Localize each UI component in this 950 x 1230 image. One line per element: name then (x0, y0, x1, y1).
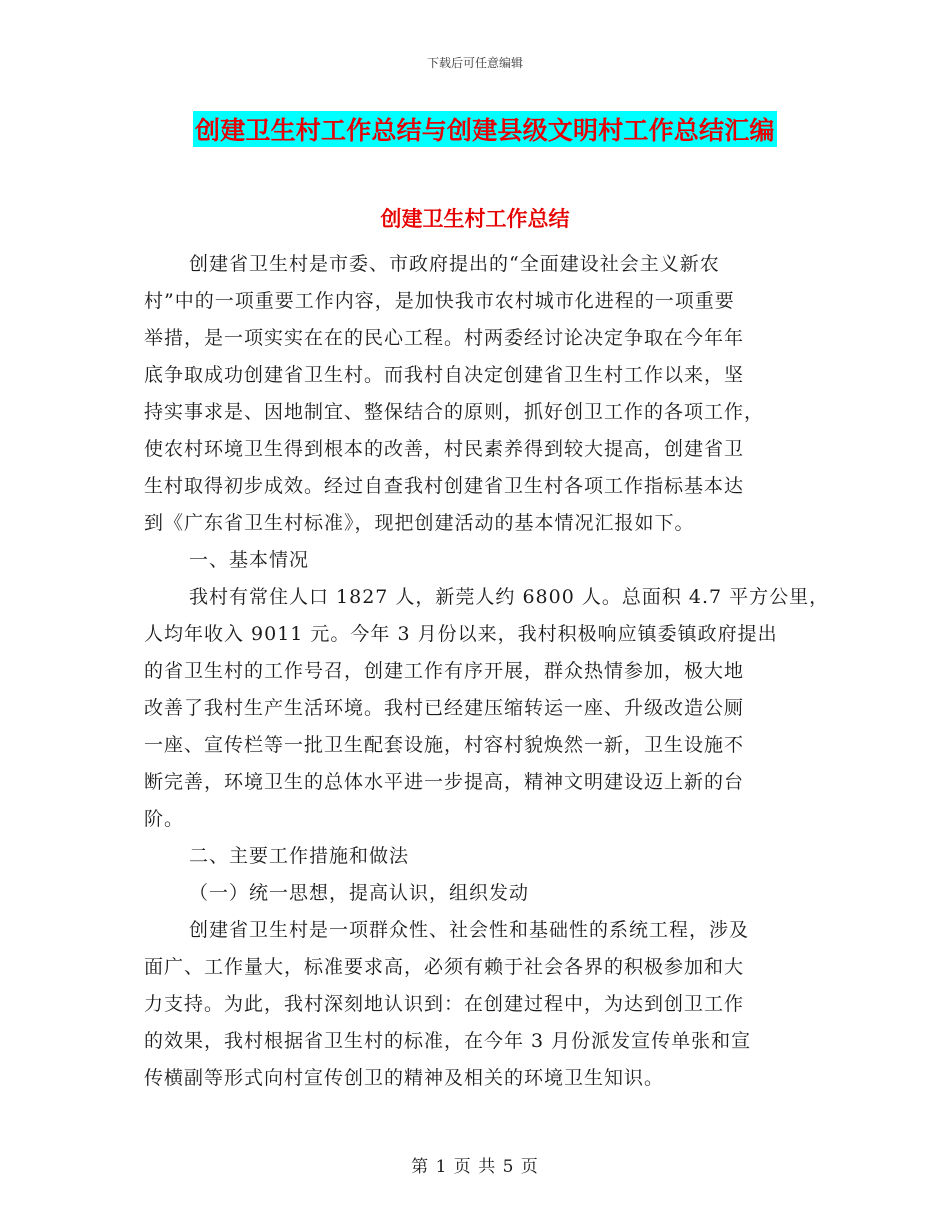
body-text (144, 246, 844, 1097)
paragraph-line: 传横副等形式向村宣传创卫的精神及相关的环境卫生知识。 (144, 1067, 665, 1089)
paragraph-line: 的省卫生村的工作号召，创建工作有序开展，群众热情参加，极大地 (144, 660, 745, 682)
paragraph-line: 面广、工作量大，标准要求高，必须有赖于社会各界的积极参加和大 (144, 956, 745, 978)
paragraph-line: 生村取得初步成效。经过自查我村创建省卫生村各项工作指标基本达 (144, 475, 745, 497)
section-heading: 二、主要工作措施和做法 (189, 845, 410, 867)
paragraph-line: 阶。 (144, 808, 185, 830)
paragraph-line: 持实事求是、因地制宜、整保结合的原则，抓好创卫工作的各项工作， (144, 401, 765, 423)
paragraph-line: 举措，是一项实实在在的民心工程。村两委经讨论决定争取在今年年 (144, 327, 745, 349)
paragraph-line: 到《广东省卫生村标准》，现把创建活动的基本情况汇报如下。 (144, 512, 695, 534)
paragraph-line: 人均年收入 9011 元。今年 3 月份以来，我村积极响应镇委镇政府提出 (144, 623, 778, 645)
paragraph-line: 的效果，我村根据省卫生村的标准，在今年 3 月份派发宣传单张和宣 (144, 1030, 752, 1052)
document-title-highlight (193, 111, 777, 147)
document-title: 创建卫生村工作总结与创建县级文明村工作总结汇编 (195, 116, 775, 145)
paragraph-line: 断完善，环境卫生的总体水平进一步提高，精神文明建设迈上新的台 (144, 771, 745, 793)
page-footer: 第 1 页 共 5 页 (411, 1157, 539, 1177)
paragraph-line: 一座、宣传栏等一批卫生配套设施，村容村貌焕然一新，卫生设施不 (144, 734, 745, 756)
paragraph-line: 村”中的一项重要工作内容，是加快我市农村城市化进程的一项重要 (144, 290, 735, 312)
section-heading: 一、基本情况 (189, 549, 310, 571)
paragraph-line: 创建省卫生村是一项群众性、社会性和基础性的系统工程，涉及 (189, 919, 750, 941)
paragraph-line: 改善了我村生产生活环境。我村已经建压缩转运一座、升级改造公厕 (144, 697, 745, 719)
paragraph-line: 创建省卫生村是市委、市政府提出的“全面建设社会主义新农 (189, 253, 720, 275)
section-title: 创建卫生村工作总结 (380, 207, 570, 231)
paragraph-line: 使农村环境卫生得到根本的改善，村民素养得到较大提高，创建省卫 (144, 438, 745, 460)
subsection-heading: （一）统一思想，提高认识，组织发动 (189, 882, 530, 904)
paragraph-line: 底争取成功创建省卫生村。而我村自决定创建省卫生村工作以来，坚 (144, 364, 745, 386)
header-note: 下载后可任意编辑 (426, 56, 523, 70)
paragraph-line: 我村有常住人口 1827 人，新莞人约 6800 人。总面积 4.7 平方公里， (189, 586, 830, 608)
paragraph-line: 力支持。为此，我村深刻地认识到：在创建过程中，为达到创卫工作 (144, 993, 745, 1015)
